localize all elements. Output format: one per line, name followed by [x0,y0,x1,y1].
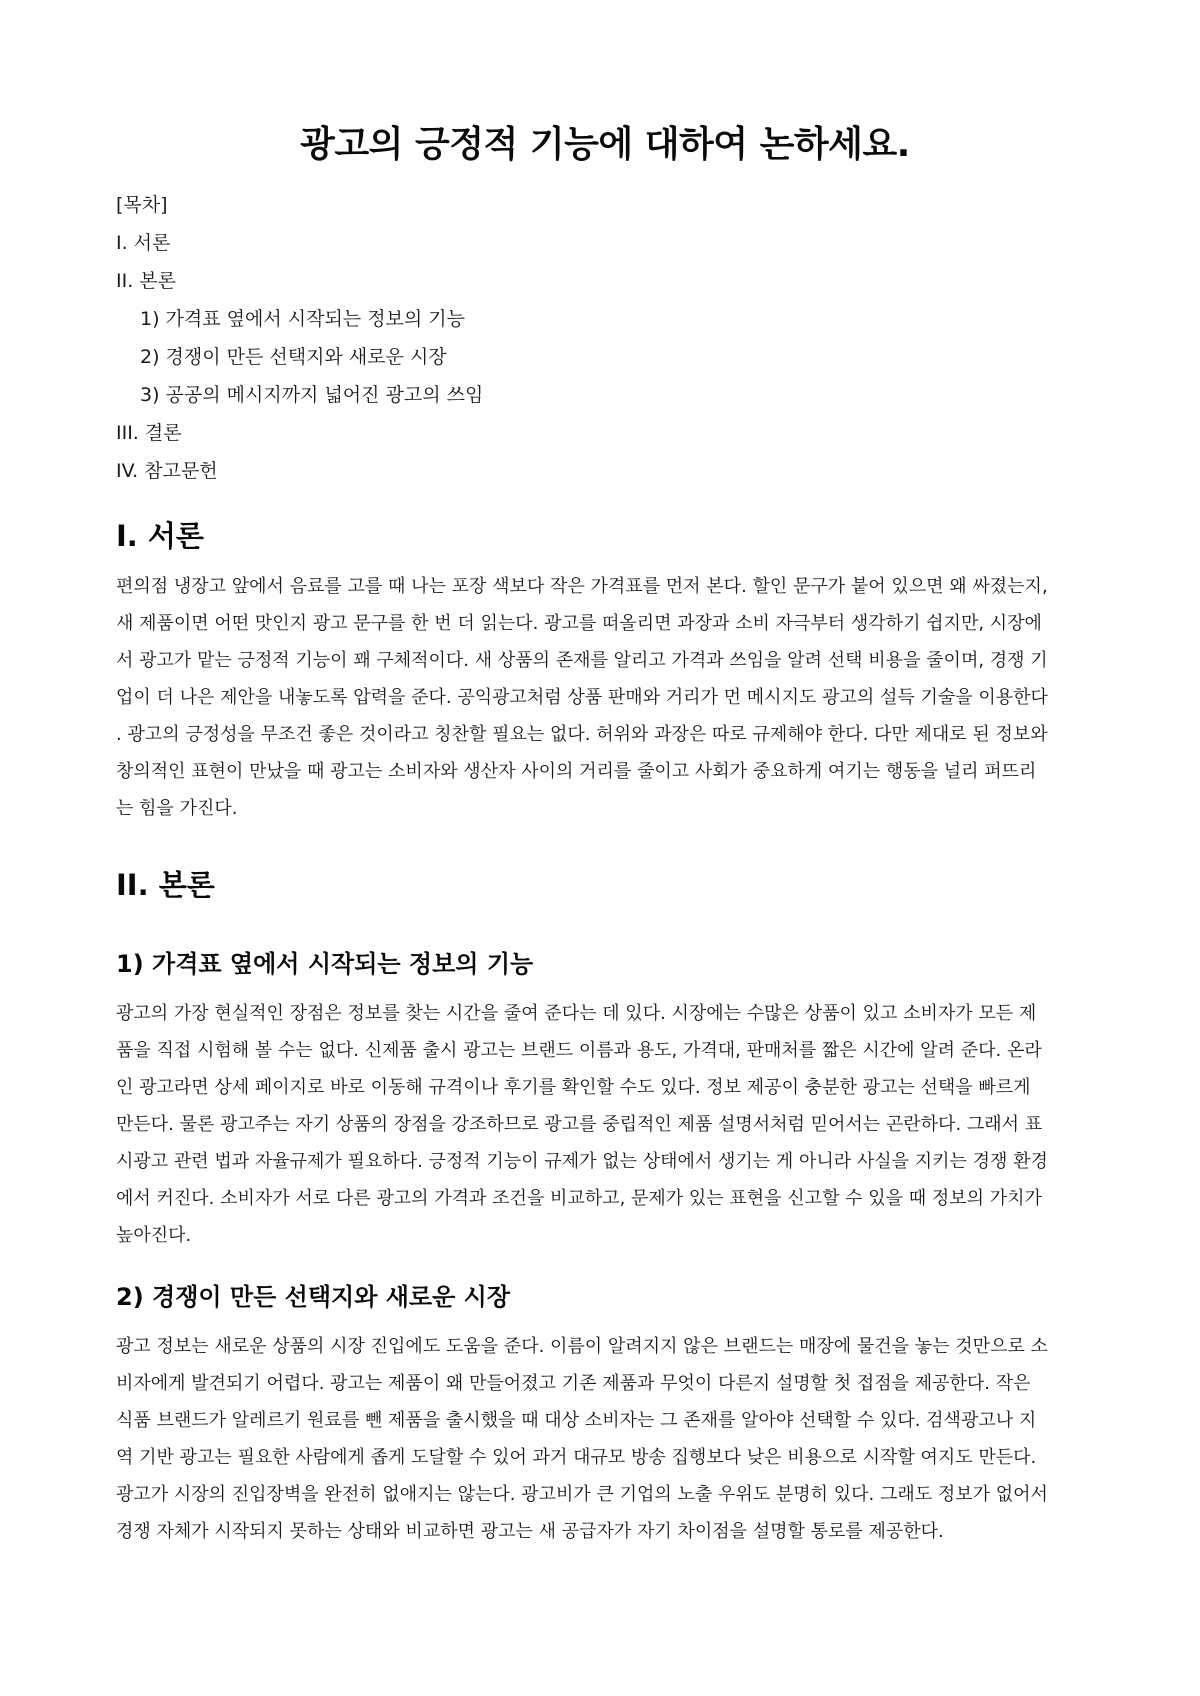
toc-item: I. 서론 [116,232,171,254]
paragraph-line: 에서 커진다. 소비자가 서로 다른 광고의 가격과 조건을 비교하고, 문제가 있는 표현을 신고할 수 있을 때 정보의 가치가 [116,1188,1042,1209]
table-of-contents [116,186,1094,490]
subsection-1-paragraph [116,995,1094,1254]
document-title: 광고의 긍정적 기능에 대하여 논하세요. [300,124,910,165]
toc-item: III. 결론 [116,422,182,444]
paragraph-line: 창의적인 표현이 만났을 때 광고는 소비자와 생산자 사이의 거리를 줄이고 사회가 중요하게 여기는 행동을 널리 퍼뜨리 [116,761,1037,782]
paragraph-line: 품을 직접 시험해 볼 수는 없다. 신제품 출시 광고는 브랜드 이름과 용도, 가격대, 판매처를 짧은 시간에 알려 준다. 온라 [116,1040,1042,1061]
intro-heading: I. 서론 [116,519,204,553]
intro-paragraph [116,568,1094,827]
toc-item: II. 본론 [116,270,176,292]
paragraph-line: 새 제품이면 어떤 맛인지 광고 문구를 한 번 더 읽는다. 광고를 떠올리면 과장과 소비 자극부터 생각하기 쉽지만, 시장에 [116,613,1042,634]
paragraph-line: 식품 브랜드가 알레르기 원료를 뺀 제품을 출시했을 때 대상 소비자는 그 존재를 알아야 선택할 수 있다. 검색광고나 지 [116,1410,1037,1431]
document-page [116,0,1094,1550]
toc-subitem: 3) 공공의 메시지까지 넓어진 광고의 쓰임 [140,384,484,406]
paragraph-line: 는 힘을 가진다. [116,798,238,819]
toc-subitem: 2) 경쟁이 만든 선택지와 새로운 시장 [140,346,447,368]
subsection-1-heading: 1) 가격표 옆에서 시작되는 정보의 기능 [116,950,534,978]
subsection-2-heading: 2) 경쟁이 만든 선택지와 새로운 시장 [116,1283,511,1311]
paragraph-line: 인 광고라면 상세 페이지로 바로 이동해 규격이나 후기를 확인할 수도 있다. 정보 제공이 충분한 광고는 선택을 빠르게 [116,1077,1031,1098]
paragraph-line: 경쟁 자체가 시작되지 못하는 상태와 비교하면 광고는 새 공급자가 자기 차이점을 설명할 통로를 제공한다. [116,1521,944,1542]
paragraph-line: 편의점 냉장고 앞에서 음료를 고를 때 나는 포장 색보다 작은 가격표를 먼저 본다. 할인 문구가 붙어 있으면 왜 싸졌는지, [116,576,1048,597]
paragraph-line: 역 기반 광고는 필요한 사람에게 좁게 도달할 수 있어 과거 대규모 방송 집행보다 낮은 비용으로 시작할 여지도 만든다. [116,1447,1037,1468]
paragraph-line: 업이 더 나은 제안을 내놓도록 압력을 준다. 공익광고처럼 상품 판매와 거리가 먼 메시지도 광고의 설득 기술을 이용한다 [116,687,1048,708]
paragraph-line: 만든다. 물론 광고주는 자기 상품의 장점을 강조하므로 광고를 중립적인 제품 설명서처럼 믿어서는 곤란하다. 그래서 표 [116,1114,1043,1135]
toc-subitem: 1) 가격표 옆에서 시작되는 정보의 기능 [140,308,466,330]
body-heading: II. 본론 [116,868,215,902]
paragraph-line: 시광고 관련 법과 자율규제가 필요하다. 긍정적 기능이 규제가 없는 상태에서 생기는 게 아니라 사실을 지키는 경쟁 환경 [116,1151,1048,1172]
paragraph-line: 광고가 시장의 진입장벽을 완전히 없애지는 않는다. 광고비가 큰 기업의 노출 우위도 분명히 있다. 그래도 정보가 없어서 [116,1484,1048,1505]
paragraph-line: 높아진다. [116,1225,192,1246]
paragraph-line: 광고의 가장 현실적인 장점은 정보를 찾는 시간을 줄여 준다는 데 있다. 시장에는 수많은 상품이 있고 소비자가 모든 제 [116,1003,1037,1024]
toc-item: IV. 참고문헌 [116,460,218,482]
paragraph-line: 비자에게 발견되기 어렵다. 광고는 제품이 왜 만들어졌고 기존 제품과 무엇이 다른지 설명할 첫 접점을 제공한다. 작은 [116,1373,1031,1394]
paragraph-line: . 광고의 긍정성을 무조건 좋은 것이라고 칭찬할 필요는 없다. 허위와 과장은 따로 규제해야 한다. 다만 제대로 된 정보와 [116,724,1048,745]
paragraph-line: 광고 정보는 새로운 상품의 시장 진입에도 도움을 준다. 이름이 알려지지 않은 브랜드는 매장에 물건을 놓는 것만으로 소 [116,1336,1048,1357]
toc-heading: [목차] [116,194,168,216]
paragraph-line: 서 광고가 맡는 긍정적 기능이 꽤 구체적이다. 새 상품의 존재를 알리고 가격과 쓰임을 알려 선택 비용을 줄이며, 경쟁 기 [116,650,1048,671]
subsection-2-paragraph [116,1328,1094,1550]
